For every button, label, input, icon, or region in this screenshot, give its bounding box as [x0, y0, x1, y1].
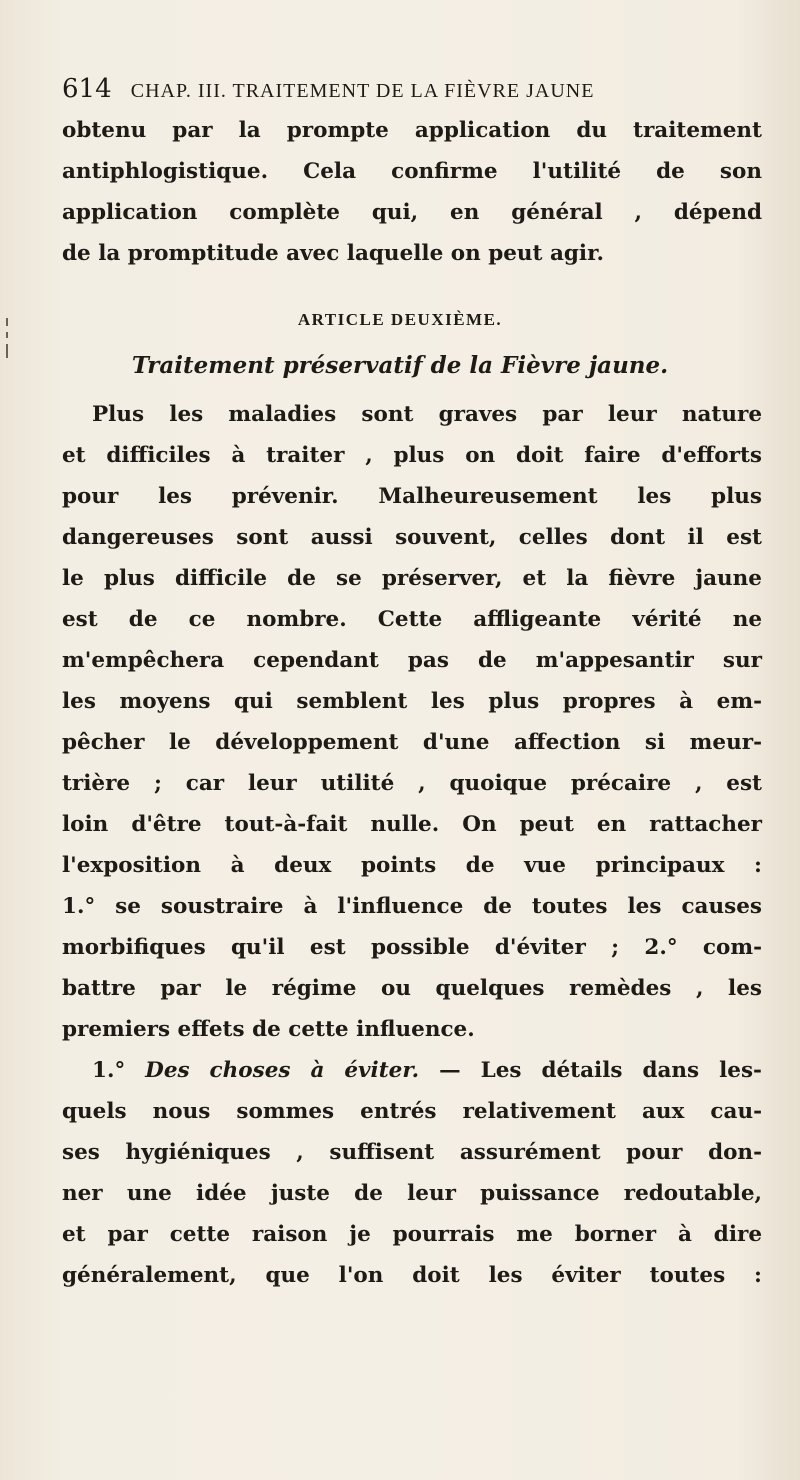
text-line: les moyens qui semblent les plus propres à em-	[62, 689, 762, 714]
text-line: obtenu par la prompte application du traitement	[62, 118, 762, 143]
text-line: pour les prévenir. Malheureusement les plus	[62, 484, 762, 509]
article-heading: ARTICLE DEUXIÈME.	[297, 310, 503, 329]
text-line: premiers effets de cette influence.	[62, 1017, 475, 1042]
text-line: et par cette raison je pourrais me borner à dire	[62, 1222, 762, 1247]
text-line: loin d'être tout-à-fait nulle. On peut en rattacher	[62, 812, 762, 837]
paragraph-continuation	[62, 110, 762, 274]
text-line: et difficiles à traiter , plus on doit faire d'efforts	[62, 443, 762, 468]
text-line: morbifiques qu'il est possible d'éviter ; 2.° com-	[62, 935, 762, 960]
text-line: le plus difficile de se préserver, et la fièvre jaune	[62, 566, 762, 591]
subsection-heading: Des choses à éviter.	[145, 1058, 420, 1083]
page-edge-mark	[6, 332, 8, 338]
section-title: Traitement préservatif de la Fièvre jaune.	[131, 352, 669, 379]
running-head-title: CHAP. III. TRAITEMENT DE LA FIÈVRE JAUNE	[130, 80, 595, 102]
paragraph-main	[62, 394, 762, 1050]
text-line: 1.° Des choses à éviter. — Les détails dans les-	[92, 1058, 762, 1083]
text-line: Plus les maladies sont graves par leur nature	[92, 402, 762, 427]
text-line: est de ce nombre. Cette affligeante vérité ne	[62, 607, 762, 632]
text-line: ses hygiéniques , suffisent assurément pour don-	[62, 1140, 762, 1165]
text-line: quels nous sommes entrés relativement aux cau-	[62, 1099, 762, 1124]
text-line: généralement, que l'on doit les éviter toutes :	[62, 1263, 762, 1288]
list-number: 1.°	[92, 1058, 126, 1083]
text-line: de la promptitude avec laquelle on peut agir.	[62, 241, 604, 266]
text-line: trière ; car leur utilité , quoique précaire , est	[62, 771, 762, 796]
page-number: 614	[62, 74, 112, 104]
text-line: antiphlogistique. Cela confirme l'utilité de son	[62, 159, 762, 184]
text-line: dangereuses sont aussi souvent, celles dont il est	[62, 525, 762, 550]
text-line: l'exposition à deux points de vue principaux :	[62, 853, 762, 878]
paragraph-things-to-avoid	[62, 1050, 762, 1296]
text-line: ner une idée juste de leur puissance redoutable,	[62, 1181, 762, 1206]
text-line: 1.° se soustraire à l'influence de toutes les causes	[62, 894, 762, 919]
running-head	[62, 74, 752, 108]
text-line: m'empêchera cependant pas de m'appesantir sur	[62, 648, 762, 673]
text-line: battre par le régime ou quelques remèdes , les	[62, 976, 762, 1001]
text-line: pêcher le développement d'une affection si meur-	[62, 730, 762, 755]
text-line: application complète qui, en général , dépend	[62, 200, 762, 225]
